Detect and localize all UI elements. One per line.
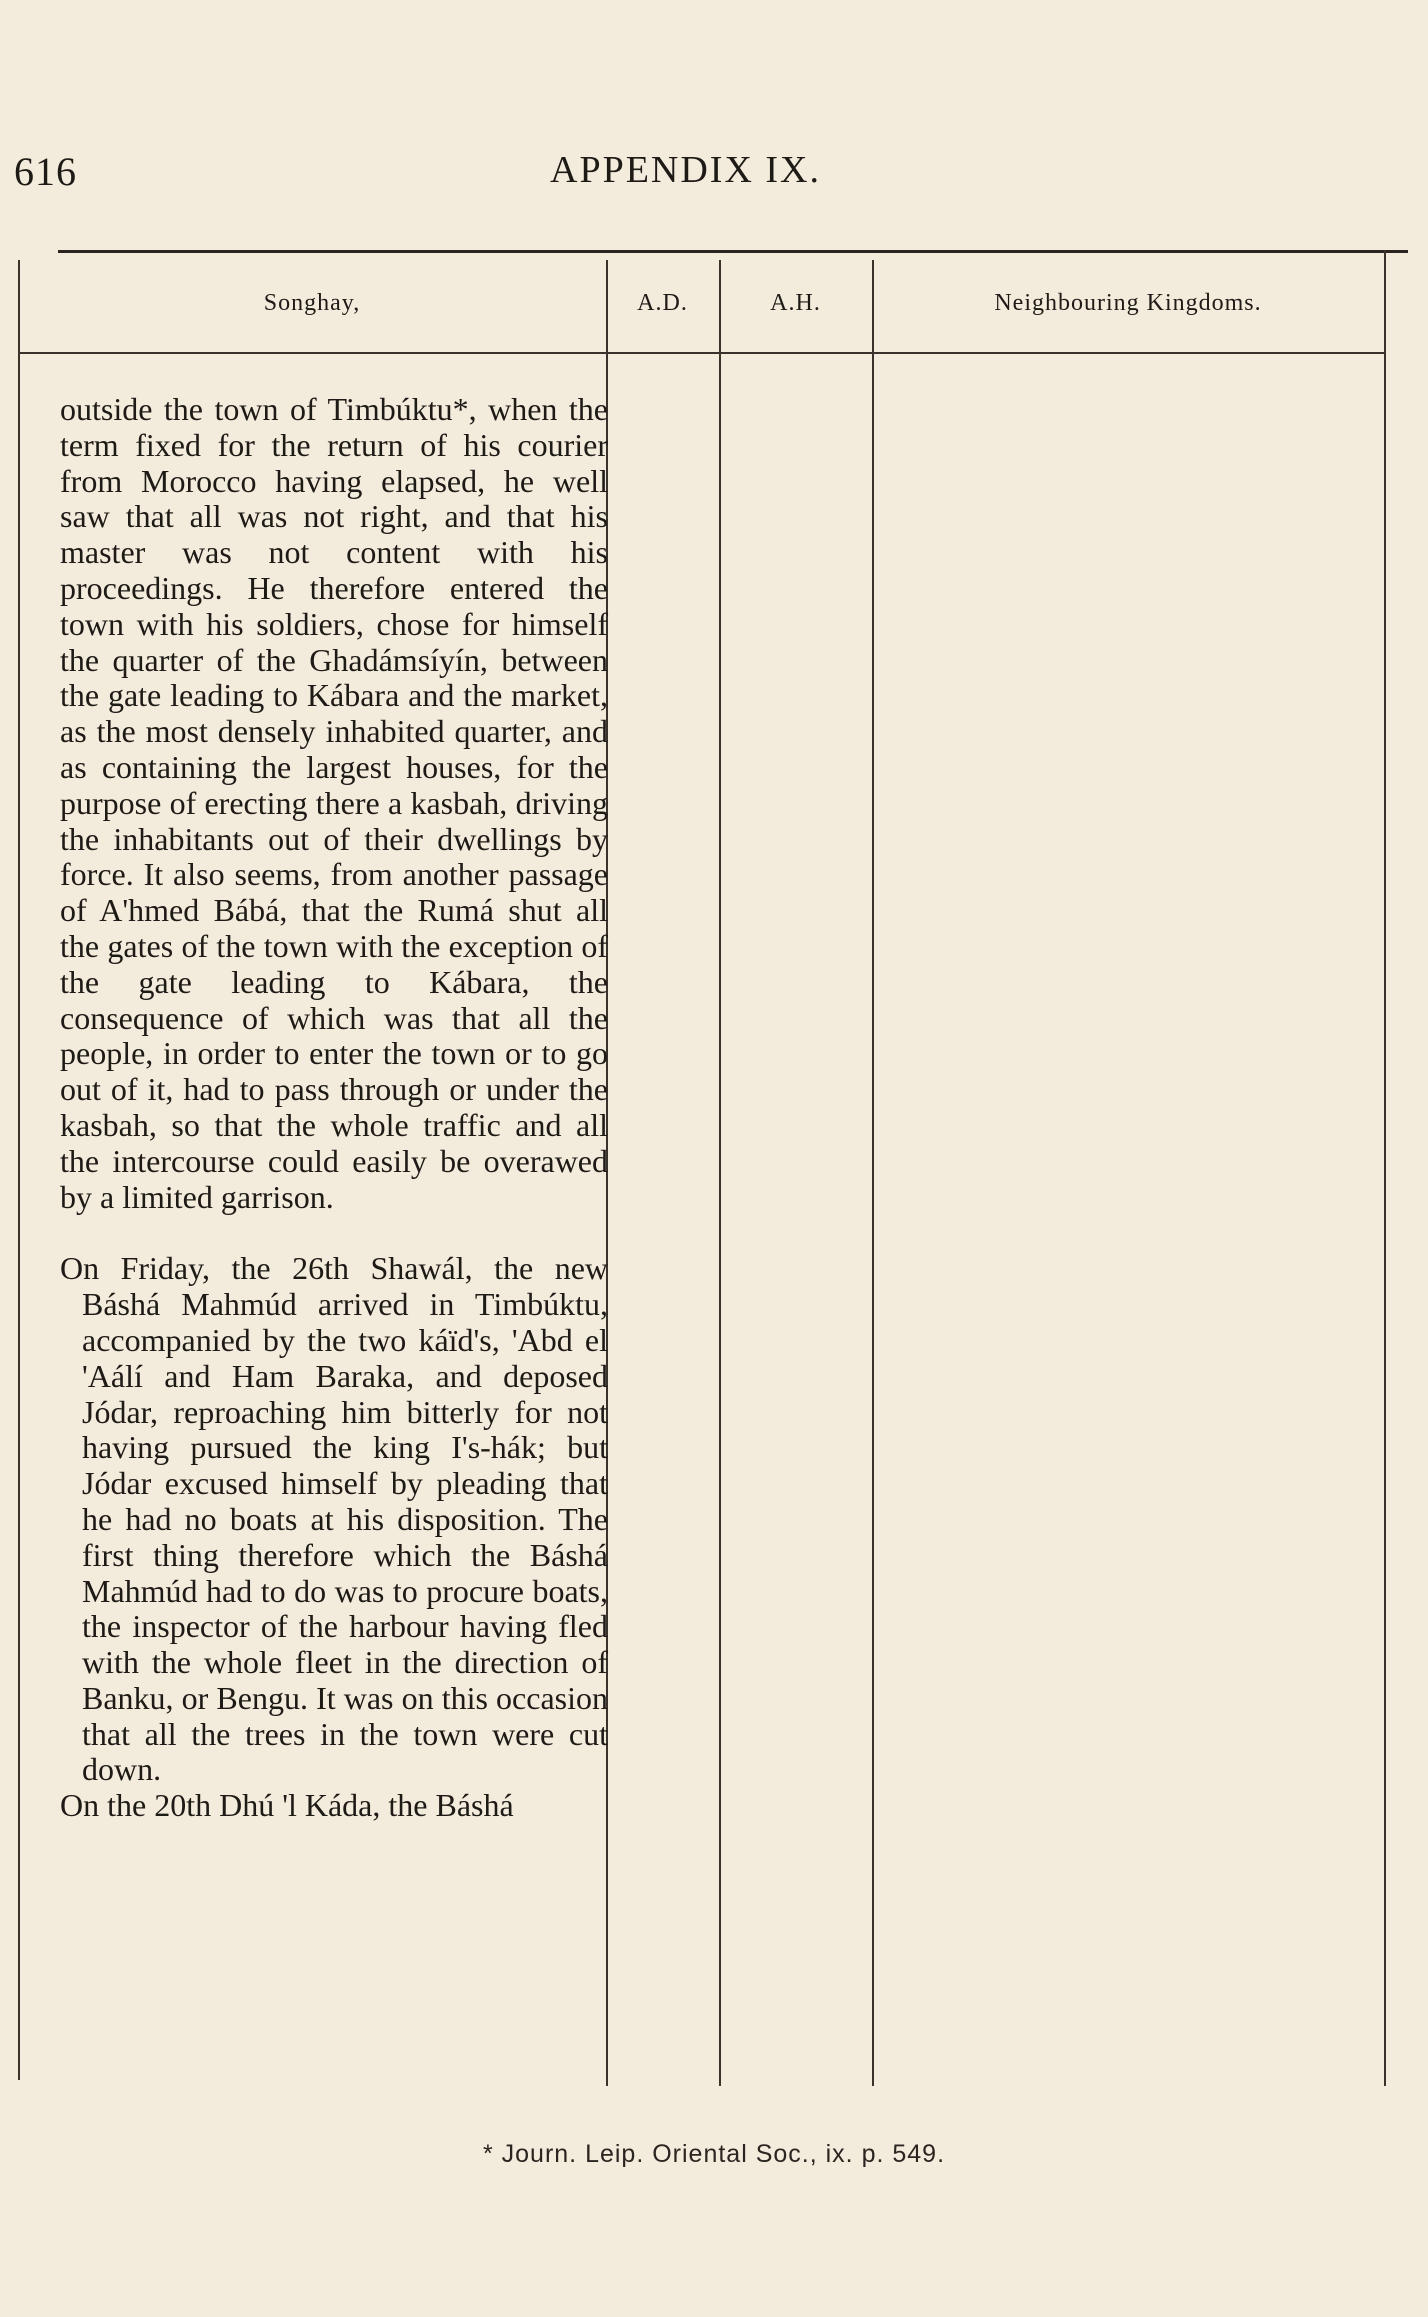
table-left-rule [18, 260, 20, 2080]
paragraph-1: outside the town of Timbúktu*, when the term fixed for the return of his courier from Morocco having elapsed, he well saw that all was not right, and that his master was not content with his proceedings. He therefore entered the town with his soldiers, chose for himself the quarter of the Ghadámsíyín, between the gate leading to Kábara and the market, as the most densely inhabited quarter, and as containing the largest houses, for the purpose of erecting there a kasbah, driving the inhabitants out of their dwellings by force. It also seems, from another passage of A'hmed Bábá, that the Rumá shut all the gates of the town with the exception of the gate leading to Kábara, the consequence of which was that all the people, in order to enter the town or to go out of it, had to pass through or under the kasbah, so that the whole traffic and all the intercourse could easily be overawed by a limited garrison. [60, 391, 608, 1215]
column-header-songhay: Songhay, [263, 290, 361, 316]
table-right-rule [1384, 250, 1386, 2086]
paragraph-3: On the 20th Dhú 'l Káda, the Báshá [60, 1787, 514, 1824]
column-rule-2 [719, 260, 721, 2086]
column-header-neighbouring-kingdoms: Neighbouring Kingdoms. [994, 290, 1262, 316]
footnote: * Journ. Leip. Oriental Soc., ix. p. 549. [482, 2140, 946, 2168]
column-header-ad: A.D. [637, 290, 688, 316]
column-rule-3 [872, 260, 874, 2086]
header-rule [18, 352, 1384, 354]
running-title: APPENDIX IX. [550, 149, 821, 191]
column-header-ah: A.H. [770, 290, 821, 316]
paragraph-2: On Friday, the 26th Shawál, the new Báshá Mahmúd arrived in Timbúktu, accompanied by the two káïd's, 'Abd el 'Aálí and Ham Baraka, and deposed Jódar, reproaching him bitterly for not having pursued the king I's-hák; but Jódar excused himself by pleading that he had no boats at his disposition. The first thing therefore which the Báshá Mahmúd had to do was to procure boats, the inspector of the harbour having fled with the whole fleet in the direction of Banku, or Bengu. It was on this occasion that all the trees in the town were cut down. [60, 1250, 608, 1788]
songhay-column-text [60, 392, 608, 1824]
chronology-table [18, 250, 1388, 2080]
page-header [0, 148, 1428, 198]
page-number: 616 [14, 149, 77, 194]
table-top-rule [58, 250, 1408, 253]
